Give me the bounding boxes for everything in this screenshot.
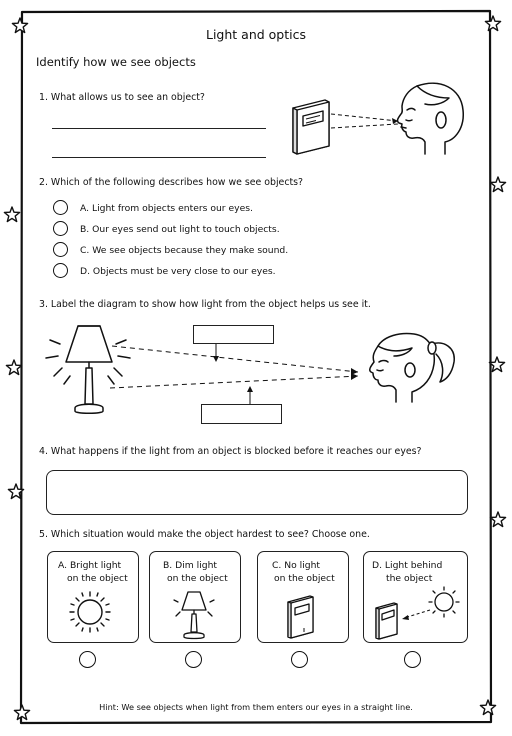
sun-icon xyxy=(48,552,140,644)
card-b-line1: B. Dim light xyxy=(163,560,218,571)
card-c-line2: on the object xyxy=(274,572,335,584)
question-5: 5. Which situation would make the object hardest to see? Choose one. xyxy=(39,529,370,540)
choice-a-radio[interactable] xyxy=(79,651,96,668)
border-star-icon xyxy=(490,512,505,527)
border-star-icon xyxy=(490,177,505,192)
card-a-line2: on the object xyxy=(67,572,128,584)
choice-card-d[interactable] xyxy=(363,551,468,643)
girl-face-icon xyxy=(370,334,454,403)
book-and-sun-icon xyxy=(364,552,469,644)
option-a-label: A. Light from objects enters our eyes. xyxy=(80,203,253,214)
card-a-line1: A. Bright light xyxy=(58,560,122,571)
hint-text: Hint: We see objects when light from them enters our eyes in a straight line. xyxy=(99,702,413,712)
girl-face-icon xyxy=(398,83,464,154)
answer-line-1[interactable] xyxy=(52,128,266,129)
choice-c-radio[interactable] xyxy=(291,651,308,668)
option-d-radio[interactable] xyxy=(53,263,68,278)
label-box-bottom[interactable] xyxy=(201,404,282,424)
option-b-label: B. Our eyes send out light to touch objects. xyxy=(80,224,280,235)
page-subtitle: Identify how we see objects xyxy=(36,55,196,69)
question-1: 1. What allows us to see an object? xyxy=(39,92,205,103)
book-to-eye-illustration xyxy=(285,76,475,166)
lamp-icon xyxy=(150,552,242,644)
choice-d-radio[interactable] xyxy=(404,651,421,668)
option-d-label: D. Objects must be very close to our eyes. xyxy=(80,266,276,277)
option-c-radio[interactable] xyxy=(53,242,68,257)
choice-b-radio[interactable] xyxy=(185,651,202,668)
choice-card-c[interactable] xyxy=(257,551,349,643)
question-2: 2. Which of the following describes how we see objects? xyxy=(39,177,304,188)
option-c-label: C. We see objects because they make sound. xyxy=(80,245,289,256)
choice-card-a[interactable] xyxy=(47,551,139,643)
card-b-line2: on the object xyxy=(167,572,228,584)
card-d-line1: D. Light behind xyxy=(372,560,443,571)
border-star-icon xyxy=(4,207,19,222)
card-c-line1: C. No light xyxy=(272,560,321,571)
label-box-top[interactable] xyxy=(193,325,274,344)
answer-line-2[interactable] xyxy=(52,157,266,158)
border-star-icon xyxy=(6,360,21,375)
question-3: 3. Label the diagram to show how light from the object helps us see it. xyxy=(39,299,371,310)
answer-box[interactable] xyxy=(46,470,468,515)
lamp-icon xyxy=(46,326,130,413)
book-icon xyxy=(293,100,329,154)
page-title: Light and optics xyxy=(206,27,306,42)
question-4: 4. What happens if the light from an object is blocked before it reaches our eyes? xyxy=(39,446,422,457)
option-b-radio[interactable] xyxy=(53,221,68,236)
option-a-radio[interactable] xyxy=(53,200,68,215)
choice-card-b[interactable] xyxy=(149,551,241,643)
card-d-line2: the object xyxy=(386,572,433,584)
book-icon xyxy=(258,552,350,644)
